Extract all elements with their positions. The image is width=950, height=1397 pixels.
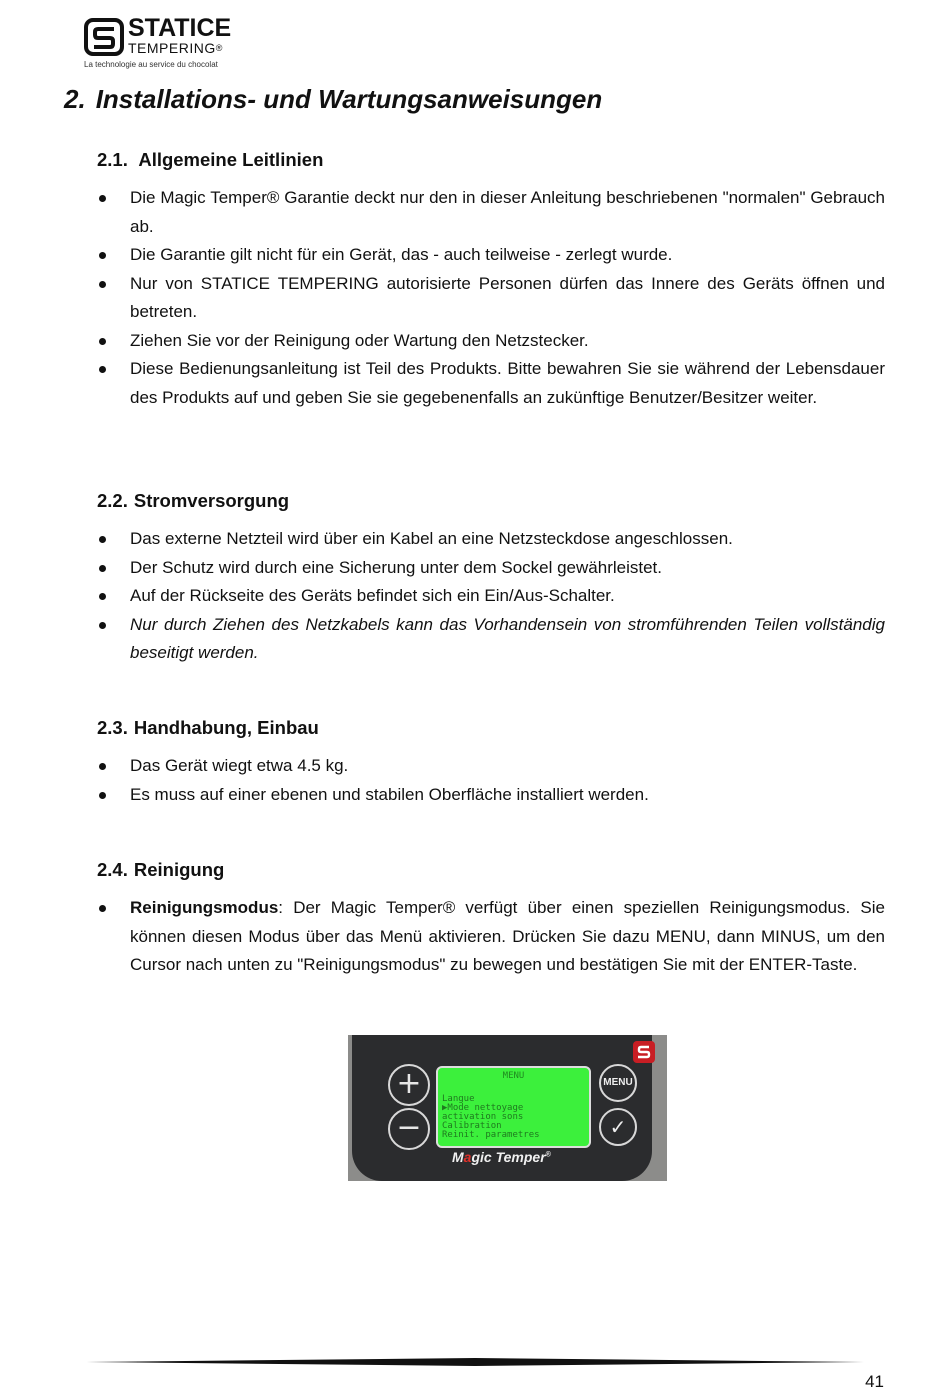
minus-button-icon: −: [388, 1108, 430, 1150]
logo-tagline: La technologie au service du chocolat: [84, 60, 218, 69]
lcd-line: Langue: [442, 1094, 475, 1104]
list-item: Die Magic Temper® Garantie deckt nur den in dieser Anleitung beschriebenen "normalen" Gebrauch ab.: [97, 184, 885, 241]
lcd-line: activation sons: [442, 1112, 524, 1122]
section-cleaning: [97, 858, 885, 980]
bullet-list: [97, 752, 885, 809]
section-handling: [97, 716, 885, 809]
lcd-screen: [436, 1066, 591, 1148]
magic-temper-control-panel-photo: [348, 1035, 667, 1181]
section-power-supply: [97, 489, 885, 668]
lcd-line: ▶Mode nettoyage: [442, 1103, 524, 1113]
list-item: Die Garantie gilt nicht für ein Gerät, das - auch teilweise - zerlegt wurde.: [97, 241, 885, 270]
list-item: Das Gerät wiegt etwa 4.5 kg.: [97, 752, 885, 781]
section-heading: 2.4. Reinigung: [97, 859, 225, 880]
page-number: 41: [865, 1372, 884, 1391]
device-brand-logo: Magic Temper®: [452, 1149, 551, 1165]
section-heading: 2.3. Handhabung, Einbau: [97, 717, 319, 738]
footer-divider: [86, 1357, 864, 1367]
statice-s-icon: [84, 18, 124, 56]
lcd-line: Calibration: [442, 1121, 502, 1131]
page-title: [64, 84, 602, 115]
list-item: Ziehen Sie vor der Reinigung oder Wartung den Netzstecker.: [97, 327, 885, 356]
list-item: Diese Bedienungsanleitung ist Teil des Produkts. Bitte bewahren Sie sie während der Lebensdauer des Produkts auf und geben Sie sie gegebenenfalls an zukünftige Benutzer/Besitzer weiter.: [97, 355, 885, 412]
statice-logo: [84, 14, 254, 74]
list-item: Nur von STATICE TEMPERING autorisierte Personen dürfen das Innere des Geräts öffnen und betreten.: [97, 270, 885, 327]
list-item: Es muss auf einer ebenen und stabilen Oberfläche installiert werden.: [97, 781, 885, 810]
logo-brand-sub: TEMPERING®: [128, 40, 223, 56]
list-item: Das externe Netzteil wird über ein Kabel an eine Netzsteckdose angeschlossen.: [97, 525, 885, 554]
list-item: Nur durch Ziehen des Netzkabels kann das Vorhandensein von stromführenden Teilen vollständig beseitigt werden.: [97, 611, 885, 668]
title-text: Installations- und Wartungsanweisungen: [95, 84, 603, 114]
cleaning-mode-term: Reinigungsmodus: [130, 898, 279, 917]
section-heading: 2.1. Allgemeine Leitlinien: [97, 149, 324, 170]
list-item: Auf der Rückseite des Geräts befindet sich ein Ein/Aus-Schalter.: [97, 582, 885, 611]
bullet-list: [97, 184, 885, 412]
menu-button-icon: MENU: [599, 1064, 637, 1102]
section-heading: 2.2. Stromversorgung: [97, 490, 290, 511]
title-number: 2.: [64, 84, 86, 114]
check-button-icon: ✓: [599, 1108, 637, 1146]
logo-brand-main: STATICE: [128, 14, 232, 42]
bullet-list: [97, 525, 885, 668]
lcd-line: Reinit. parametres: [442, 1130, 540, 1140]
section-general-guidelines: [97, 148, 885, 412]
lcd-title: MENU: [502, 1071, 525, 1081]
plus-button-icon: +: [388, 1064, 430, 1106]
statice-red-logo-icon: [633, 1041, 655, 1063]
list-item: Der Schutz wird durch eine Sicherung unter dem Sockel gewährleistet.: [97, 554, 885, 583]
bullet-list: [97, 894, 885, 980]
list-item: Reinigungsmodus: Der Magic Temper® verfügt über einen speziellen Reinigungsmodus. Sie können diesen Modus über das Menü aktivieren. Drücken Sie dazu MENU, dann MINUS, um den Cursor nach unten zu "Reinigungsmodus" zu bewegen und bestätigen Sie mit der ENTER-Taste.: [97, 894, 885, 980]
control-panel: [352, 1035, 652, 1181]
